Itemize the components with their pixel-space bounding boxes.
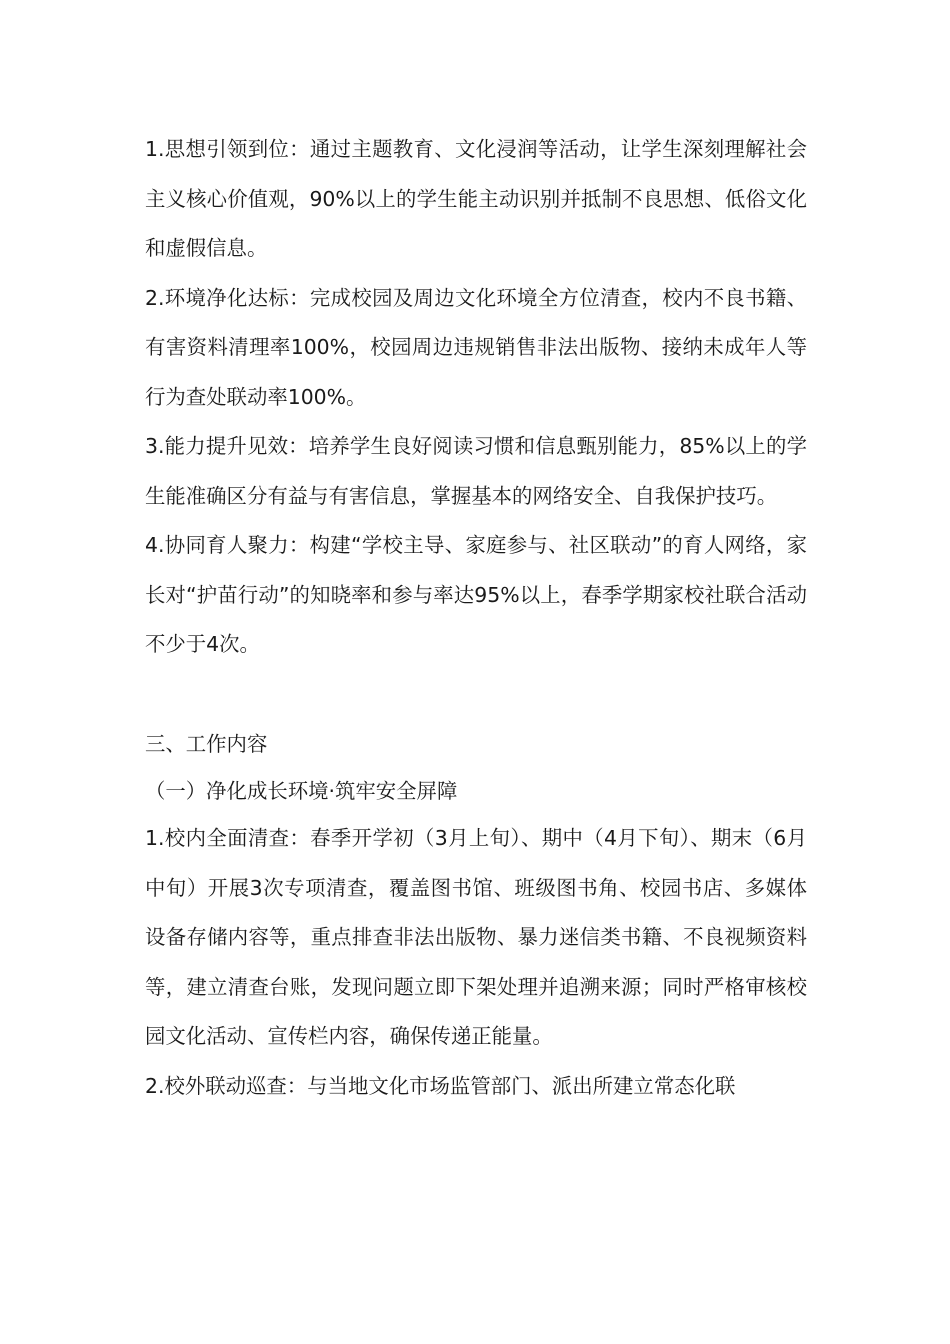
- content-item-1: 1.校内全面清查：春季开学初（3月上旬）、期中（4月下旬）、期末（6月中旬）开展3次专项清查，覆盖图书馆、班级图书角、校园书店、多媒体设备存储内容等，重点排查非法出版物、暴力迷信类书籍、不良视频资料等，建立清查台账，发现问题立即下架处理并追溯来源；同时严格审核校园文化活动、宣传栏内容，确保传递正能量。: [145, 826, 807, 1048]
- subsection-heading: （一）净化成长环境·筑牢安全屏障: [145, 779, 458, 803]
- goal-item-4: 4.协同育人聚力：构建“学校主导、家庭参与、社区联动”的育人网络，家长对“护苗行动”的知晓率和参与率达95%以上，春季学期家校社联合活动不少于4次。: [145, 533, 807, 656]
- goal-item-3: 3.能力提升见效：培养学生良好阅读习惯和信息甄别能力，85%以上的学生能准确区分有益与有害信息，掌握基本的网络安全、自我保护技巧。: [145, 434, 807, 508]
- section-heading: 三、工作内容: [145, 731, 268, 756]
- content-item-2: 2.校外联动巡查：与当地文化市场监管部门、派出所建立常态化联: [145, 1073, 736, 1098]
- goal-item-1: 1.思想引领到位：通过主题教育、文化浸润等活动，让学生深刻理解社会主义核心价值观，90%以上的学生能主动识别并抵制不良思想、低俗文化和虚假信息。: [145, 137, 807, 260]
- document-body: [145, 125, 807, 1111]
- section-spacer: [145, 670, 807, 720]
- goal-item-2: 2.环境净化达标：完成校园及周边文化环境全方位清查，校内不良书籍、有害资料清理率100%，校园周边违规销售非法出版物、接纳未成年人等行为查处联动率100%。: [145, 285, 807, 409]
